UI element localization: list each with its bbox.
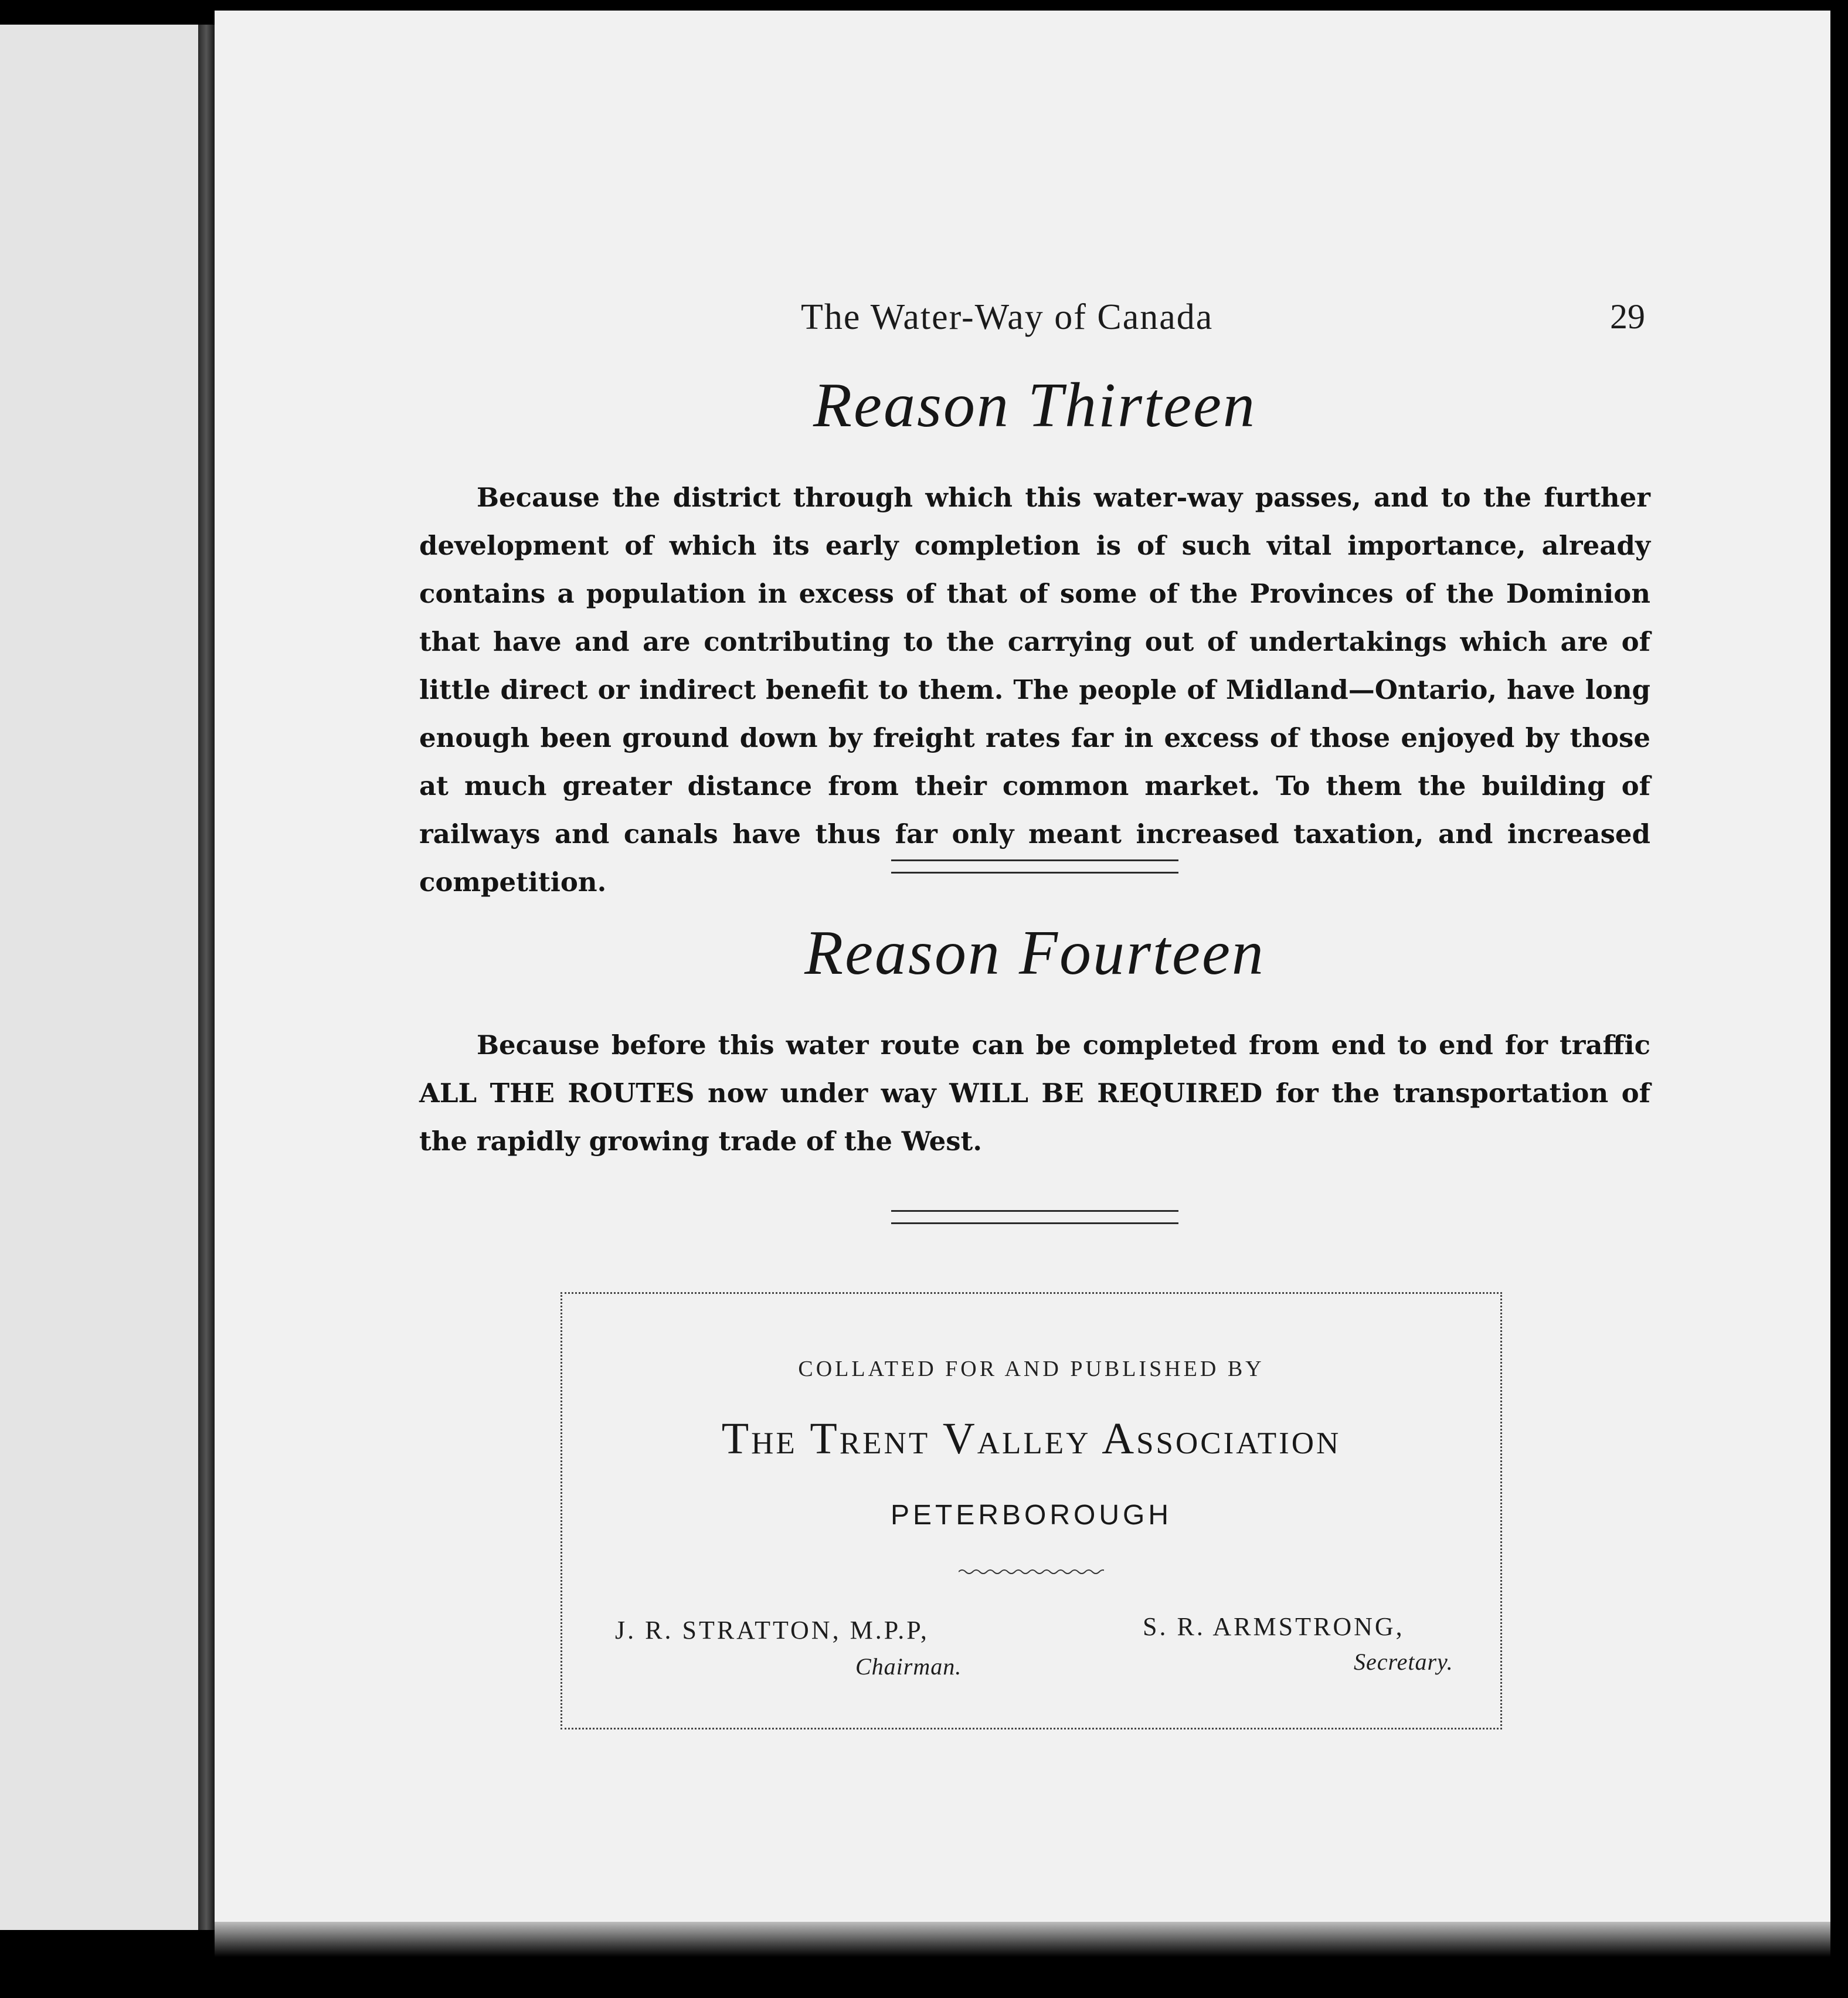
section-title-reason-fourteen: Reason Fourteen	[804, 918, 1265, 988]
secretary-title: Secretary.	[1354, 1649, 1453, 1675]
publisher-city: PETERBOROUGH	[890, 1500, 1173, 1531]
page-edge	[215, 1922, 1830, 1957]
running-title: The Water-Way of Canada	[801, 297, 1214, 337]
publisher-name: The Trent Valley Association	[721, 1414, 1341, 1463]
book-spine	[198, 25, 215, 1930]
section-divider	[891, 859, 1178, 874]
section-title-reason-thirteen: Reason Thirteen	[813, 371, 1256, 440]
section-body-reason-fourteen: Because before this water route can be completed from end to end for traffic ALL THE ROUTES now under way WILL BE REQUIRED for the transportation of the rapidly growing trade of the West.	[419, 1029, 1650, 1157]
secretary-name: S. R. ARMSTRONG,	[1143, 1612, 1405, 1641]
wavy-rule-ornament	[959, 1568, 1104, 1575]
imprint-box	[560, 1292, 1502, 1729]
chairman-name: J. R. STRATTON, M.P.P,	[615, 1616, 929, 1644]
chairman-title: Chairman.	[855, 1653, 962, 1680]
facing-page	[0, 25, 202, 1930]
page-number: 29	[1610, 297, 1645, 336]
section-divider	[891, 1210, 1178, 1224]
section-body-reason-thirteen: Because the district through which this water-way passes, and to the further development of which its early completion is of such vital importance, already contains a population in excess of that of some of the Provinces of the Dominion that have and are contributing to the carrying out of undertakings which are of little direct or indirect benefit to them. The people of Midland—Ontario, have long enough been ground down by freight rates far in excess of those enjoyed by those at much greater distance from their common market. To them the building of railways and canals have thus far only meant increased taxation, and increased competition.	[419, 482, 1650, 898]
book-page	[215, 11, 1830, 1922]
imprint-line: COLLATED FOR AND PUBLISHED BY	[798, 1357, 1265, 1381]
